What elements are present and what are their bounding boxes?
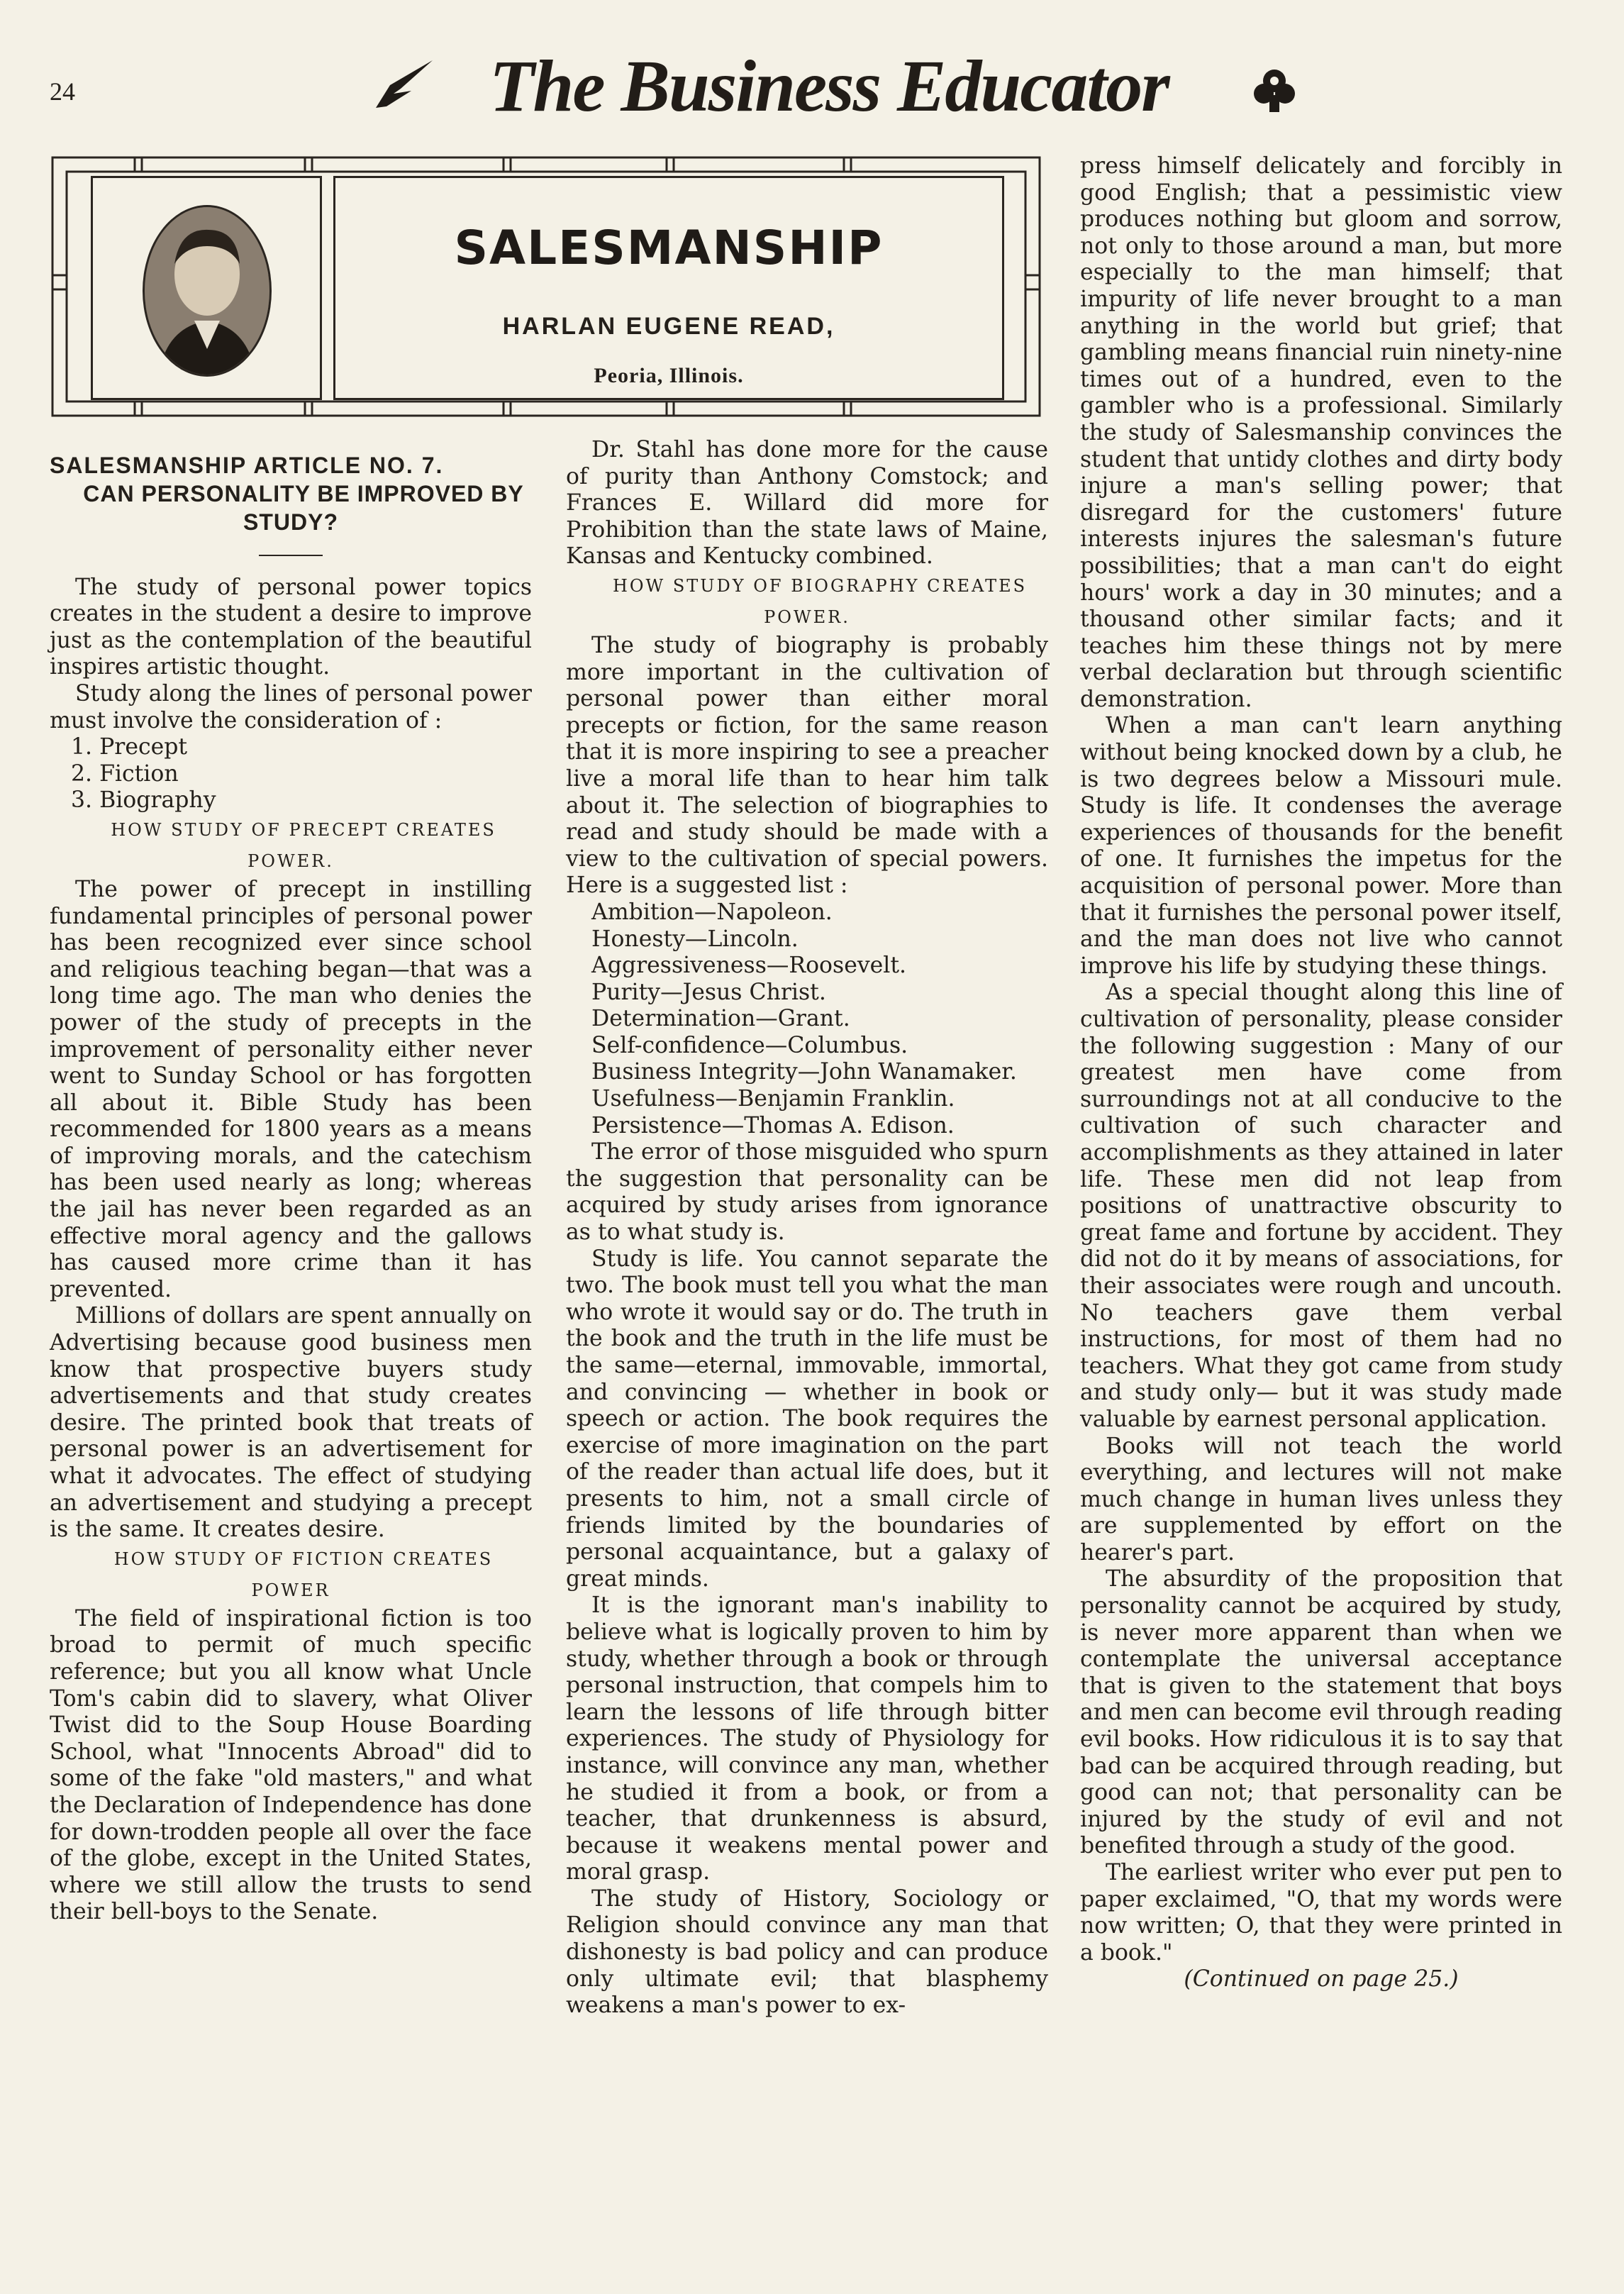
list-item: Aggressiveness—Roosevelt. bbox=[591, 953, 907, 979]
paragraph: Millions of dollars are spent annually on Advertising because good business men know that prospective buyers study advertisements and that study creates desire. The printed book that treats of personal power is an advertisement for what it advocates. The effect of studying an advertisement and studying a precept is the same. It creates desire. bbox=[50, 1303, 532, 1543]
list-item: Ambition—Napoleon. bbox=[591, 899, 833, 925]
quill-icon bbox=[372, 57, 436, 113]
column-3 bbox=[1080, 153, 1562, 1993]
paragraph: The study of personal power topics creates in the student a desire to improve just as the contemplation of the beautiful inspires artistic thought. bbox=[50, 574, 532, 680]
list-item: 2. Fiction bbox=[71, 760, 179, 787]
paragraph: The earliest writer who ever put pen to paper exclaimed, "O, that my words were now written; O, that they were printed in a book." bbox=[1080, 1860, 1562, 1966]
column-1 bbox=[50, 453, 532, 1926]
series-label: SALESMANSHIP ARTICLE NO. 7. bbox=[50, 453, 444, 478]
section-heading: HOW STUDY OF BIOGRAPHY CREATES POWER. bbox=[612, 575, 1028, 627]
paragraph: It is the ignorant man's inability to believe what is logically proven to him by study, whether through a book or through personal instruction, that compels him to learn the lessons of life through bitter experiences. The study of Physiology for instance, will convince any man, whether he studied it from a book, or from a teacher, that drunkenness is absurd, because it weakens mental power and moral grasp. bbox=[566, 1592, 1048, 1885]
continued-note: (Continued on page 25.) bbox=[1184, 1966, 1459, 1993]
list-item: Purity—Jesus Christ. bbox=[591, 979, 826, 1005]
column-2 bbox=[566, 437, 1048, 2019]
author-portrait bbox=[143, 205, 272, 377]
paragraph: The field of inspirational fiction is too broad to permit of much specific reference; but you all know what Uncle Tom's cabin did to slavery, what Oliver Twist did to the Soup House Boarding School, what "Innocents Abroad" did to some of the fake "old masters," and what the Declaration of Independence has done for down-trodden people all over the face of the globe, except in the United States, where we still allow the trusts to send their bell-boys to the Senate. bbox=[50, 1605, 532, 1925]
divider bbox=[259, 555, 323, 556]
list-item: Determination—Grant. bbox=[591, 1006, 850, 1032]
paragraph: When a man can't learn anything without being knocked down by a club, he is two degrees below a Missouri mule. Study is life. It condenses the average experiences of thousands for the benefit of one. It furnishes the impetus for the acquisition of personal power. More than that it furnishes the personal power itself, and the man does not live who cannot improve his life by studying these things. bbox=[1080, 713, 1562, 979]
paragraph: Study along the lines of personal power must involve the consideration of : bbox=[50, 680, 532, 733]
article-title: SALESMANSHIP bbox=[454, 221, 884, 275]
paragraph: Dr. Stahl has done more for the cause of purity than Anthony Comstock; and Frances E. Willard did more for Prohibition than the state laws of Maine, Kansas and Kentucky combined. bbox=[566, 437, 1048, 570]
paragraph: The error of those misguided who spurn the suggestion that personality can be acquired by study arises from ignorance as to what study is. bbox=[566, 1139, 1048, 1246]
paragraph: The study of biography is probably more important in the cultivation of personal power than either moral precepts or fiction, for the same reason that it is more inspiring to see a preacher live a moral life than to hear him talk about it. The selection of biographies to read and study should be made with a view to the cultivation of special powers. Here is a suggested list : bbox=[566, 632, 1048, 899]
portrait-frame bbox=[91, 176, 322, 400]
list-item: Self-confidence—Columbus. bbox=[591, 1032, 908, 1058]
list-item: Persistence—Thomas A. Edison. bbox=[591, 1112, 955, 1138]
emblem-icon bbox=[1250, 65, 1299, 115]
section-heading: HOW STUDY OF FICTION CREATES POWER bbox=[113, 1548, 494, 1600]
list-item: Business Integrity—John Wanamaker. bbox=[591, 1059, 1017, 1085]
paragraph: The absurdity of the proposition that personality cannot be acquired by study, is never more apparent than when we contemplate the universal acceptance that is given to the statement that boys and men can become evil through reading evil books. How ridiculous it is to say that bad can be acquired through reading, but good can not; that personality can be injured by the study of evil and not benefited through a study of the good. bbox=[1080, 1566, 1562, 1859]
article-heading: CAN PERSONALITY BE IMPROVED BY STUDY? bbox=[83, 480, 524, 535]
article-banner bbox=[50, 155, 1042, 419]
page-number: 24 bbox=[50, 77, 75, 106]
list-item: Honesty—Lincoln. bbox=[591, 926, 799, 952]
section-heading: HOW STUDY OF PRECEPT CREATES POWER. bbox=[111, 819, 496, 871]
page-header bbox=[0, 0, 1624, 149]
masthead-title: The Business Educator bbox=[489, 45, 1169, 127]
list-item: Usefulness—Benjamin Franklin. bbox=[591, 1086, 955, 1112]
author-location: Peoria, Illinois. bbox=[594, 364, 744, 387]
paragraph: As a special thought along this line of cultivation of personality, please consider the following suggestion : Many of our greatest men have come from surroundings not at all conducive to the cultivation of such character and accomplishments as they attained in later life. These men did not leap from positions of unattractive obscurity to great fame and fortune by accident. They did not do it by means of associations, for their associates were rough and uncouth. No teachers gave them verbal instructions, for most of them had no teachers. What they got came from study and study only— but it was study made valuable by earnest personal application. bbox=[1080, 980, 1562, 1432]
list-item: 1. Precept bbox=[71, 734, 188, 760]
author-name: HARLAN EUGENE READ, bbox=[502, 313, 835, 340]
list-item: 3. Biography bbox=[71, 787, 216, 814]
paragraph: The study of History, Sociology or Religion should convince any man that dishonesty is bad policy and can produce only ultimate evil; that blasphemy weakens a man's power to ex- bbox=[566, 1885, 1048, 2019]
title-panel bbox=[333, 176, 1004, 400]
paragraph: Books will not teach the world everything, and lectures will not make much change in human lives unless they are supplemented by effort on the hearer's part. bbox=[1080, 1433, 1562, 1566]
paragraph: The power of precept in instilling fundamental principles of personal power has been recognized ever since school and religious teaching began—that was a long time ago. The man who denies the power of the study of precepts in the improvement of personality either never went to Sunday School or has forgotten all about it. Bible Study has been recommended for 1800 years as a means of improving morals, and the catechism has been used nearly as long; whereas the jail has never been regarded as an effective moral agency and the gallows has caused more crime than it has prevented. bbox=[50, 876, 532, 1302]
paragraph: Study is life. You cannot separate the two. The book must tell you what the man who wrote it would say or do. The truth in the book and the truth in the life must be the same—eternal, immovable, immortal, and convincing — whether in book or speech or action. The book requires the exercise of more imagination on the part of the reader than actual life does, but it presents to him, not a small circle of friends limited by the boundaries of personal acquaintance, but a galaxy of great minds. bbox=[566, 1246, 1048, 1592]
paragraph: press himself delicately and forcibly in good English; that a pessimistic view produces nothing but gloom and sorrow, not only to those around a man, but more especially to the man himself; that impurity of life never brought to a man anything in the world but grief; that gambling means financial ruin ninety-nine times out of a hundred, even to the gambler who is a professional. Similarly the study of Salesmanship convinces the student that untidy clothes and dirty body injure a man's selling power; that disregard for the customers' future interests injures the salesman's future possibilities; that a man can't do eight hours' work a day in 30 minutes; and a thousand other similar facts; and it teaches him these things not by mere verbal declaration but through scientific demonstration. bbox=[1080, 153, 1562, 712]
